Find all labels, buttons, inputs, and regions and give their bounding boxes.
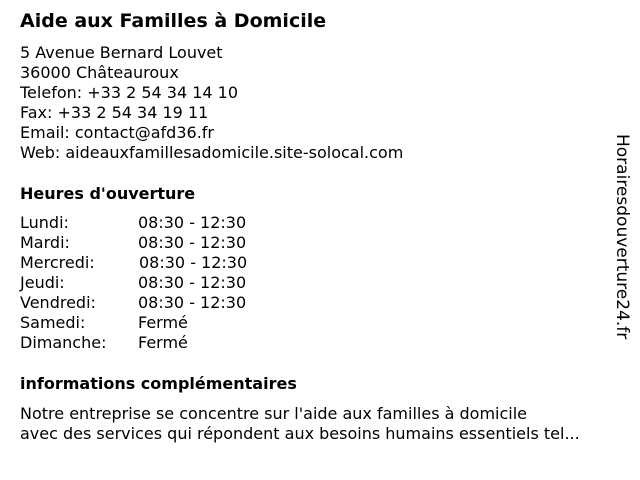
business-name: Aide aux Familles à Domicile [20,10,327,32]
opening-hours-list [20,213,320,353]
email-address[interactable]: Email: contact@afd36.fr [20,123,214,142]
time-value: Fermé [138,333,188,352]
description-text [20,404,630,444]
hours-row-vendredi [20,293,320,313]
day-label: Vendredi: [20,293,96,312]
fax-number: Fax: +33 2 54 34 19 11 [20,103,209,122]
address-line-2: 36000 Châteauroux [20,63,179,82]
hours-row-mercredi [20,253,320,273]
site-watermark [611,134,635,374]
hours-row-samedi [20,313,320,333]
address-line-1: 5 Avenue Bernard Louvet [20,43,223,62]
day-label: Dimanche: [20,333,107,352]
contact-block [20,43,403,163]
description-line-2: avec des services qui répondent aux besoins humains essentiels tel... [20,424,580,443]
day-label: Mercredi: [20,253,95,272]
time-value: 08:30 - 12:30 [138,233,247,252]
phone-number[interactable]: Telefon: +33 2 54 34 14 10 [20,83,239,102]
time-value: 08:30 - 12:30 [138,293,247,312]
description-line-1: Notre entreprise se concentre sur l'aide aux familles à domicile [20,404,528,423]
day-label: Samedi: [20,313,86,332]
hours-heading: Heures d'ouverture [20,184,196,203]
time-value: Fermé [138,313,188,332]
day-label: Jeudi: [20,273,65,292]
hours-row-mardi [20,233,320,253]
time-value: 08:30 - 12:30 [139,253,248,272]
hours-row-jeudi [20,273,320,293]
hours-row-lundi [20,213,320,233]
time-value: 08:30 - 12:30 [138,213,247,232]
website-link[interactable]: Web: aideauxfamillesadomicile.site-solocal.com [20,143,404,162]
hours-row-dimanche [20,333,320,353]
time-value: 08:30 - 12:30 [138,273,247,292]
info-heading: informations complémentaires [20,374,297,393]
day-label: Mardi: [20,233,70,252]
day-label: Lundi: [20,213,69,232]
watermark-text: Horairesdouverture24.fr [612,134,632,340]
